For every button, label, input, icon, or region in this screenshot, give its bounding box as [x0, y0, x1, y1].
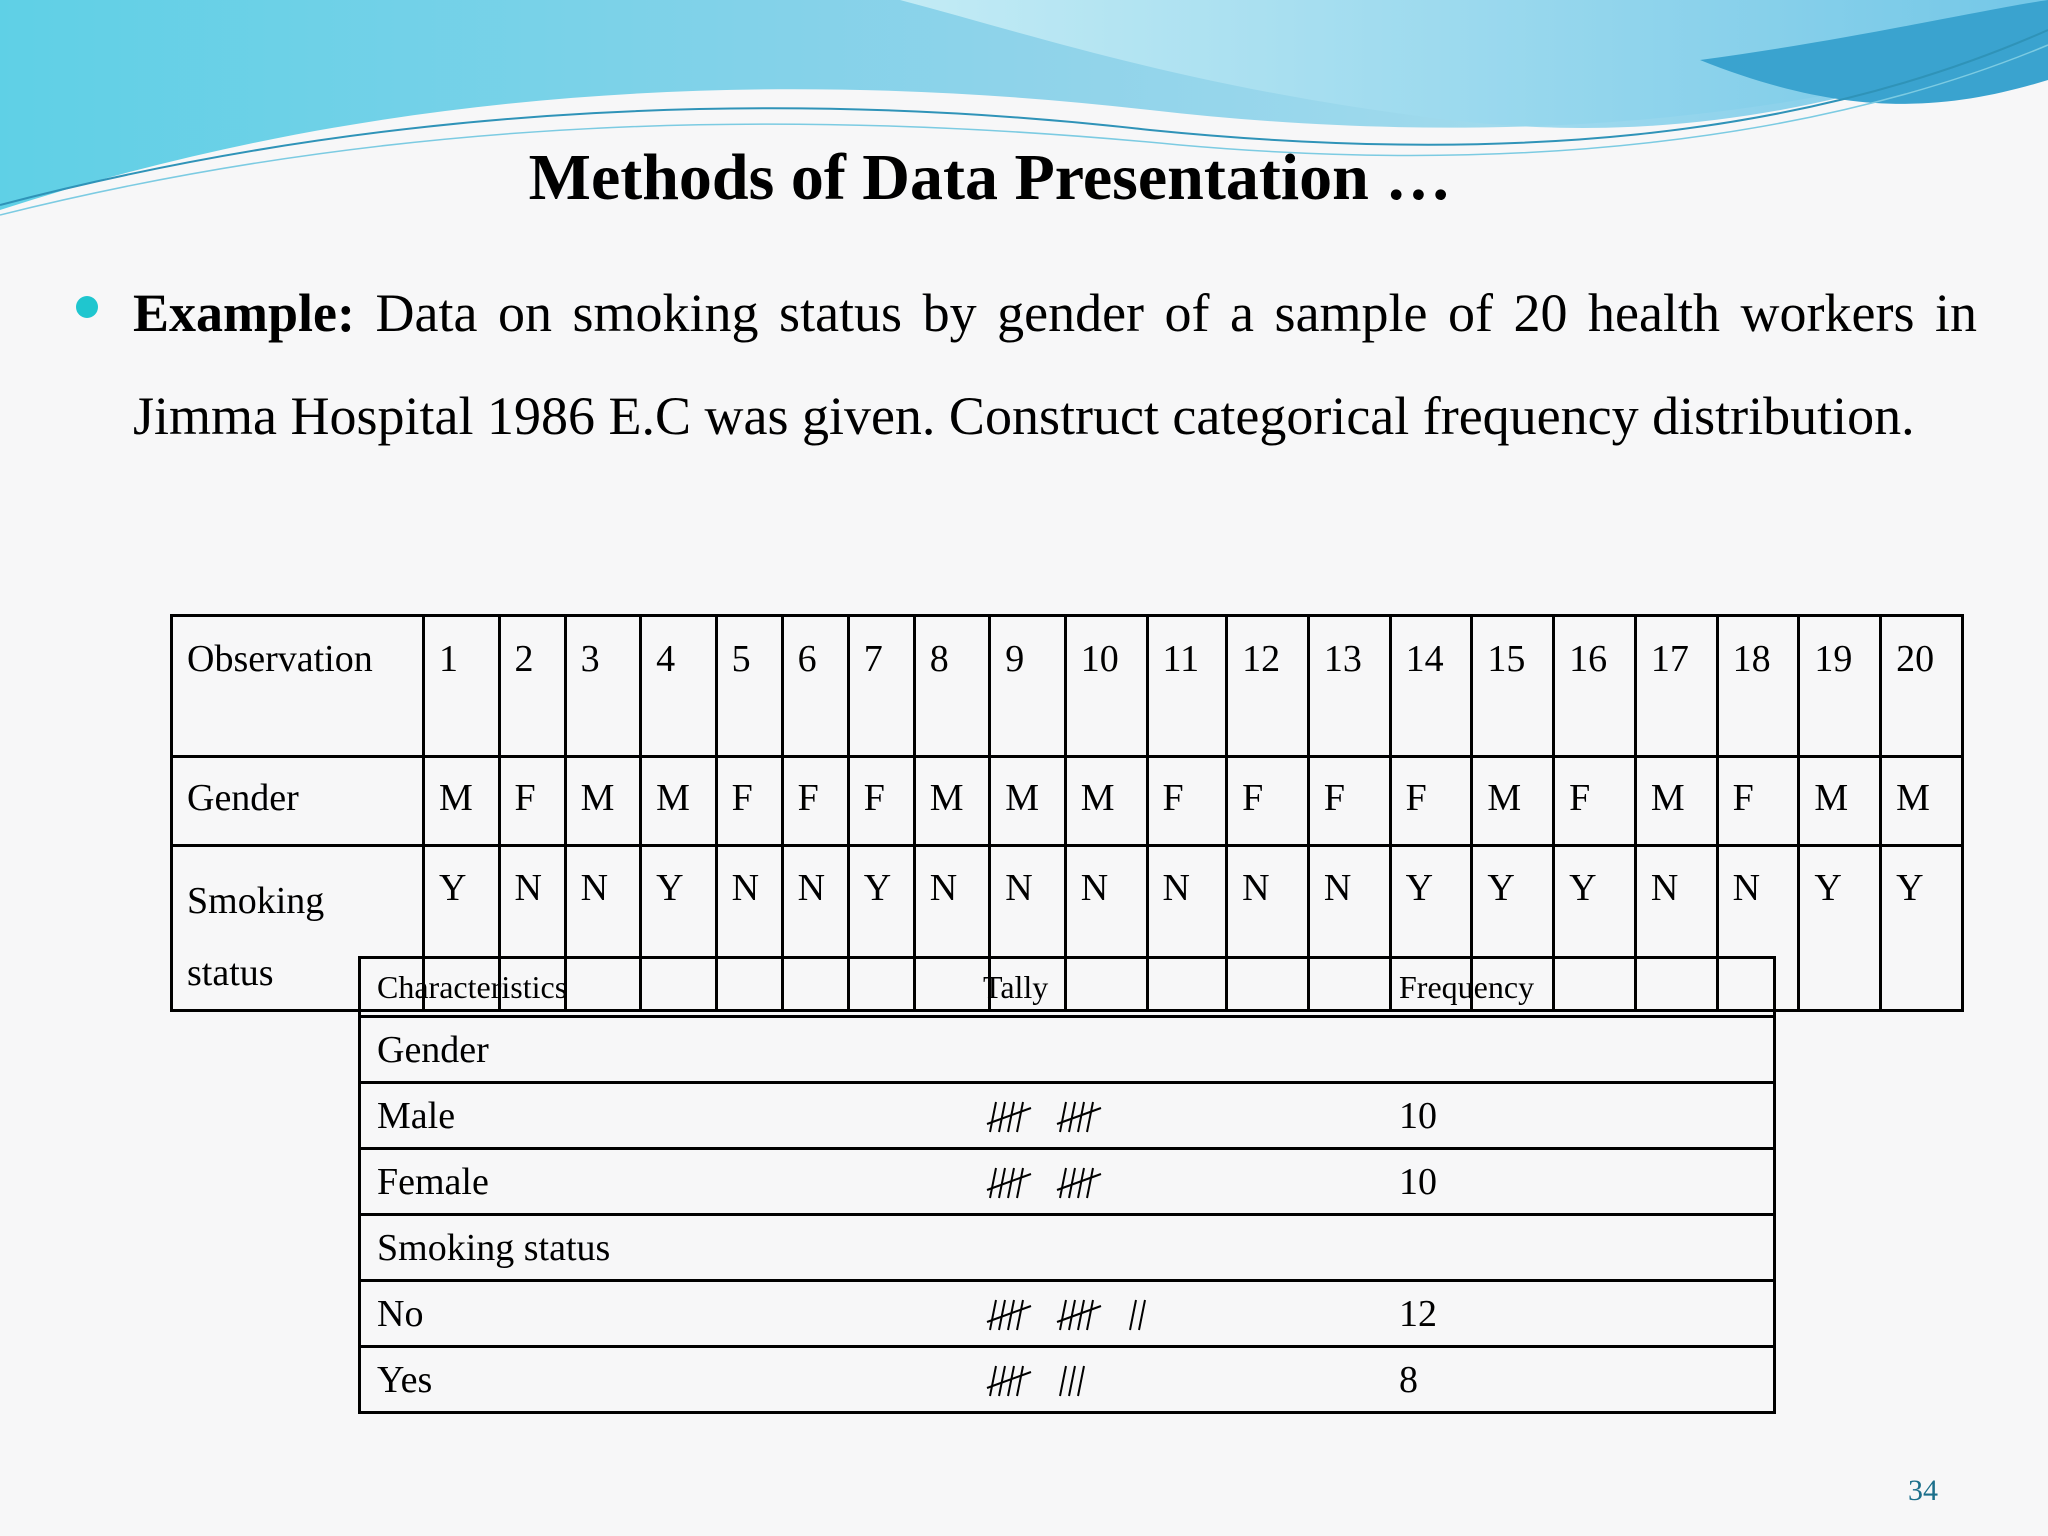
- frequency-value: 10: [1383, 1149, 1775, 1215]
- example-paragraph: [133, 262, 1977, 468]
- observation-number: 10: [1065, 616, 1147, 757]
- tally-marks-icon: [983, 1162, 1123, 1202]
- tally-cell: [967, 1347, 1383, 1413]
- frequency-value: [1383, 1017, 1775, 1083]
- tally-cell: [967, 1017, 1383, 1083]
- gender-value: F: [848, 757, 914, 846]
- observation-number: 19: [1799, 616, 1881, 757]
- smoking-value: N: [990, 846, 1066, 1011]
- frequency-row: [360, 1347, 1775, 1413]
- tally-cell: [967, 1083, 1383, 1149]
- observation-label: Observation: [172, 616, 424, 757]
- gender-value: F: [1147, 757, 1227, 846]
- frequency-value: 8: [1383, 1347, 1775, 1413]
- gender-value: M: [1065, 757, 1147, 846]
- frequency-value: 10: [1383, 1083, 1775, 1149]
- gender-value: M: [1635, 757, 1717, 846]
- observation-number: 12: [1227, 616, 1309, 757]
- observation-number: 4: [641, 616, 717, 757]
- tally-stroke: [1087, 1168, 1093, 1198]
- tally-stroke: [1130, 1300, 1136, 1330]
- tally-stroke: [1017, 1168, 1023, 1198]
- tally-stroke: [1087, 1102, 1093, 1132]
- smoking-value: N: [1227, 846, 1309, 1011]
- slide-title: Methods of Data Presentation …: [528, 141, 1452, 214]
- smoking-value: N: [1065, 846, 1147, 1011]
- bullet-icon: [76, 296, 98, 318]
- gender-value: M: [641, 757, 717, 846]
- observation-number: 8: [914, 616, 990, 757]
- characteristic-label: Male: [360, 1083, 968, 1149]
- tally-stroke: [1017, 1102, 1023, 1132]
- smoking-value: Y: [848, 846, 914, 1011]
- observation-number: 3: [565, 616, 641, 757]
- tally-marks-icon: [983, 1096, 1123, 1136]
- gender-value: F: [1554, 757, 1636, 846]
- gender-row: [172, 757, 1963, 846]
- tally-stroke: [1078, 1366, 1084, 1396]
- smoking-label-line2: status: [187, 952, 274, 994]
- smoking-value: N: [565, 846, 641, 1011]
- observation-number: 6: [782, 616, 848, 757]
- gender-value: F: [499, 757, 565, 846]
- frequency-row: [360, 1083, 1775, 1149]
- frequency-row: [360, 1281, 1775, 1347]
- observation-number: 16: [1554, 616, 1636, 757]
- smoking-value: Y: [424, 846, 500, 1011]
- smoking-value: N: [914, 846, 990, 1011]
- tally-stroke: [1060, 1102, 1066, 1132]
- tally-stroke: [990, 1168, 996, 1198]
- observation-number: 1: [424, 616, 500, 757]
- observation-number: 15: [1472, 616, 1554, 757]
- example-text: Data on smoking status by gender of a sample of 20 health workers in Jimma Hospital 1986 E.C was given. Construct categorical frequency distribution.: [133, 283, 1977, 446]
- gender-value: M: [1472, 757, 1554, 846]
- characteristic-label: Gender: [360, 1017, 968, 1083]
- tally-stroke: [1060, 1300, 1066, 1330]
- tally-stroke: [990, 1102, 996, 1132]
- observation-table: [170, 614, 1964, 1012]
- gender-value: F: [1227, 757, 1309, 846]
- gender-value: F: [1308, 757, 1390, 846]
- observation-number: 20: [1881, 616, 1963, 757]
- smoking-value: N: [1717, 846, 1799, 1011]
- frequency-row: [360, 1215, 1775, 1281]
- tally-stroke: [1087, 1300, 1093, 1330]
- tally-stroke: [1017, 1366, 1023, 1396]
- tally-stroke: [990, 1366, 996, 1396]
- tally-stroke: [1139, 1300, 1145, 1330]
- tally-cell: [967, 1215, 1383, 1281]
- frequency-table: [358, 956, 1776, 1414]
- header-tally: Tally: [967, 958, 1383, 1017]
- tally-stroke: [1069, 1366, 1075, 1396]
- characteristic-label: No: [360, 1281, 968, 1347]
- tally-stroke: [1017, 1300, 1023, 1330]
- tally-cell: [967, 1281, 1383, 1347]
- characteristic-label: Female: [360, 1149, 968, 1215]
- smoking-value: Y: [1799, 846, 1881, 1011]
- characteristic-label: Smoking status: [360, 1215, 968, 1281]
- gender-value: M: [1881, 757, 1963, 846]
- smoking-value: N: [782, 846, 848, 1011]
- observation-number: 18: [1717, 616, 1799, 757]
- characteristic-label: Yes: [360, 1347, 968, 1413]
- smoking-label-line1: Smoking: [187, 880, 325, 922]
- smoking-value: N: [716, 846, 782, 1011]
- example-lead: Example:: [133, 283, 355, 343]
- gender-value: F: [782, 757, 848, 846]
- gender-value: F: [1717, 757, 1799, 846]
- gender-value: M: [914, 757, 990, 846]
- tally-marks-icon: [983, 1360, 1123, 1400]
- smoking-value: N: [1147, 846, 1227, 1011]
- smoking-value: N: [499, 846, 565, 1011]
- header-characteristics: Characteristics: [360, 958, 968, 1017]
- smoking-value: Y: [641, 846, 717, 1011]
- header-frequency: Frequency: [1383, 958, 1775, 1017]
- smoking-value: N: [1635, 846, 1717, 1011]
- frequency-value: [1383, 1215, 1775, 1281]
- smoking-value: N: [1308, 846, 1390, 1011]
- gender-value: M: [1799, 757, 1881, 846]
- gender-value: F: [1390, 757, 1472, 846]
- gender-label: Gender: [172, 757, 424, 846]
- frequency-value: 12: [1383, 1281, 1775, 1347]
- observation-number: 9: [990, 616, 1066, 757]
- observation-number: 5: [716, 616, 782, 757]
- observation-row: [172, 616, 1963, 757]
- smoking-value: Y: [1881, 846, 1963, 1011]
- observation-number: 2: [499, 616, 565, 757]
- gender-value: M: [990, 757, 1066, 846]
- tally-marks-icon: [983, 1294, 1193, 1334]
- smoking-value: Y: [1554, 846, 1636, 1011]
- observation-number: 17: [1635, 616, 1717, 757]
- smoking-value: Y: [1472, 846, 1554, 1011]
- gender-value: M: [424, 757, 500, 846]
- smoking-value: Y: [1390, 846, 1472, 1011]
- gender-value: M: [565, 757, 641, 846]
- frequency-row: [360, 1149, 1775, 1215]
- tally-stroke: [1060, 1168, 1066, 1198]
- page-number: 34: [1908, 1474, 1938, 1507]
- frequency-header-row: [360, 958, 1775, 1017]
- gender-value: F: [716, 757, 782, 846]
- tally-stroke: [990, 1300, 996, 1330]
- observation-number: 7: [848, 616, 914, 757]
- observation-number: 14: [1390, 616, 1472, 757]
- frequency-row: [360, 1017, 1775, 1083]
- tally-cell: [967, 1149, 1383, 1215]
- observation-number: 13: [1308, 616, 1390, 757]
- observation-number: 11: [1147, 616, 1227, 757]
- tally-stroke: [1060, 1366, 1066, 1396]
